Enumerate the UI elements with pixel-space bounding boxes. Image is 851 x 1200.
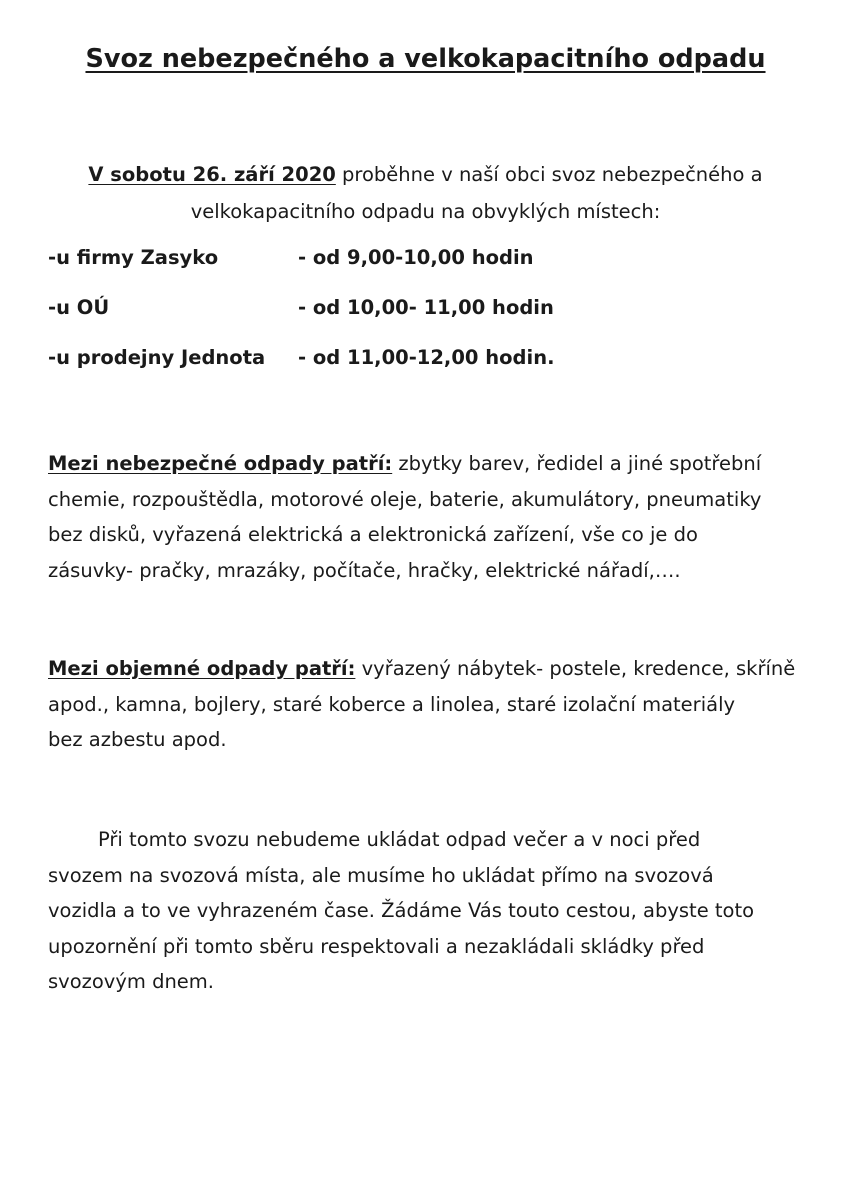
bulky-waste-paragraph	[48, 651, 823, 758]
hazardous-lead: Mezi nebezpečné odpady patří:	[48, 452, 393, 475]
notice-line2: svozem na svozová místa, ale musíme ho ukládat přímo na svozová	[48, 863, 714, 887]
schedule-row	[48, 296, 748, 319]
schedule-row	[48, 246, 748, 269]
hazardous-line2: chemie, rozpouštědla, motorové oleje, baterie, akumulátory, pneumatiky	[48, 487, 762, 511]
schedule-place: -u prodejny Jednota	[48, 346, 266, 369]
notice-line4: upozornění při tomto sběru respektovali a nezakládali skládky před	[48, 934, 705, 958]
hazardous-line1: zbytky barev, ředidel a jiné spotřební	[392, 452, 762, 475]
bulky-line1: vyřazený nábytek- postele, kredence, skříně	[355, 657, 796, 680]
collection-date: V sobotu 26. září 2020	[88, 163, 336, 186]
hazardous-line4: zásuvky- pračky, mrazáky, počítače, hračky, elektrické nářadí,….	[48, 558, 681, 582]
notice-line1: Při tomto svozu nebudeme ukládat odpad večer a v noci před	[98, 828, 701, 851]
notice-line5: svozovým dnem.	[48, 970, 214, 993]
hazardous-waste-paragraph	[48, 446, 823, 588]
notice-paragraph	[48, 822, 823, 1000]
bulky-lead: Mezi objemné odpady patří:	[48, 657, 356, 680]
schedule-place: -u firmy Zasyko	[48, 246, 219, 269]
notice-line3: vozidla a to ve vyhrazeném čase. Žádáme Vás touto cestou, abyste toto	[48, 899, 755, 922]
schedule-place: -u OÚ	[48, 296, 110, 319]
schedule-time: - od 10,00- 11,00 hodin	[298, 296, 554, 319]
intro-paragraph	[40, 156, 811, 230]
schedule-time: - od 11,00-12,00 hodin.	[298, 346, 555, 369]
bulky-line3: bez azbestu apod.	[48, 728, 227, 751]
schedule-time: - od 9,00-10,00 hodin	[298, 246, 534, 269]
page-title: Svoz nebezpečného a velkokapacitního odpadu	[85, 44, 766, 74]
bulky-line2: apod., kamna, bojlery, staré koberce a linolea, staré izolační materiály	[48, 692, 736, 716]
intro-line2-text: velkokapacitního odpadu na obvyklých místech:	[190, 200, 661, 223]
hazardous-line3: bez disků, vyřazená elektrická a elektronická zařízení, vše co je do	[48, 523, 698, 546]
schedule-row	[48, 346, 748, 369]
intro-line1-text: proběhne v naší obci svoz nebezpečného a	[335, 163, 763, 186]
